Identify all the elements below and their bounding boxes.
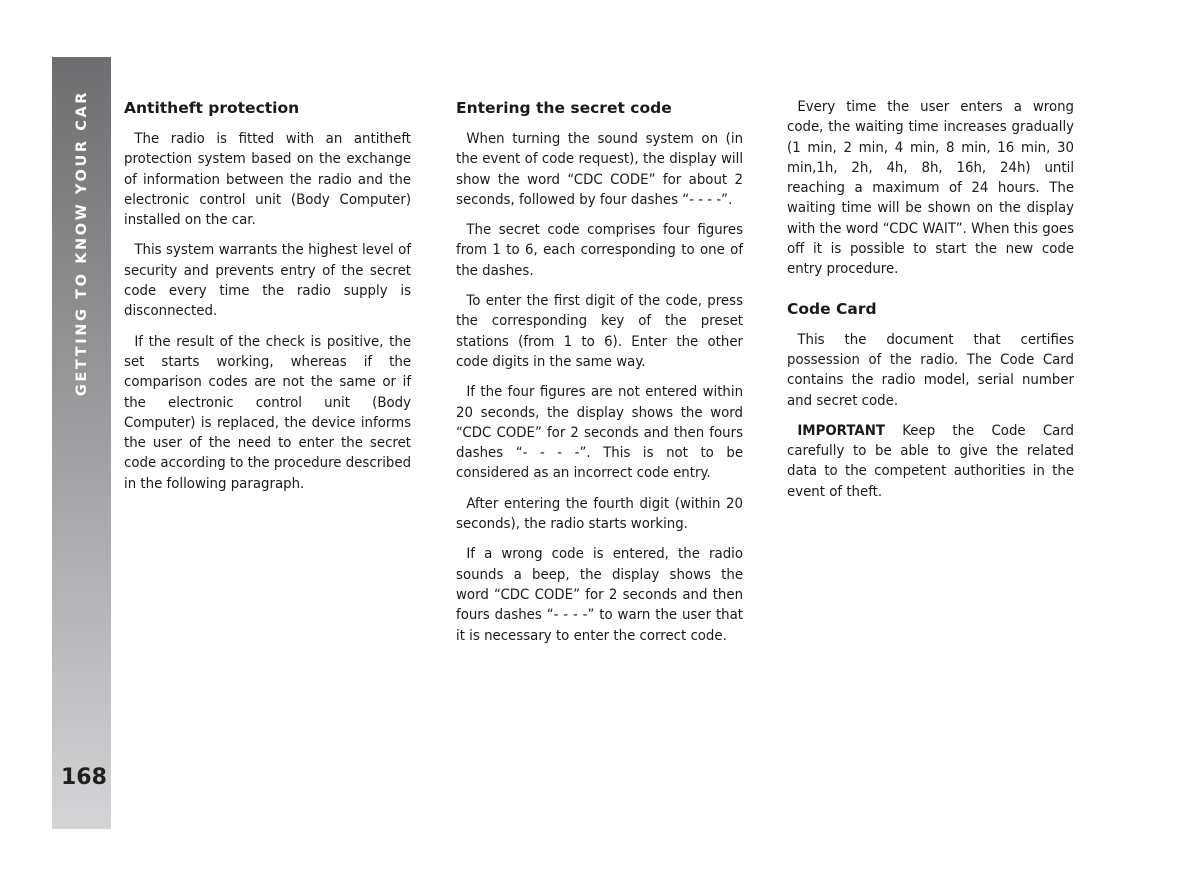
section-label: GETTING TO KNOW YOUR CAR xyxy=(74,89,90,397)
heading-entering-secret-code: Entering the secret code xyxy=(456,99,672,117)
paragraph: This the document that certifies possession of the radio. The Code Card contains the radio model, serial number and secret code. xyxy=(787,331,1075,409)
column-secret-code xyxy=(456,97,743,656)
important-label: IMPORTANT xyxy=(797,422,885,439)
paragraph: Every time the user enters a wrong code, the waiting time increases gradually (1 min, 2 min, 4 min, 8 min, 16 min, 30 min,1h, 2h, 4h, 8h, 16h, 24h) until reaching a maximum of 24 hours. The waiting time will be shown on the display with the word “CDC WAIT”. When this goes off it is possible to start the new code entry procedure. xyxy=(787,99,1075,278)
column-code-card xyxy=(787,97,1074,512)
heading-antitheft-protection: Antitheft protection xyxy=(124,99,300,117)
paragraph: After entering the fourth digit (within 20 seconds), the radio starts working. xyxy=(456,495,744,533)
heading-code-card: Code Card xyxy=(787,299,877,318)
paragraph: The secret code comprises four figures from 1 to 6, each corresponding to one of the dashes. xyxy=(456,222,744,279)
important-note xyxy=(787,421,1074,502)
paragraph: If the result of the check is positive, the set starts working, whereas if the comparison codes are not the same or if the electronic control unit (Body Computer) is replaced, the device informs the user of the need to enter the secret code according to the procedure described in the following paragraph. xyxy=(124,333,412,492)
paragraph: To enter the first digit of the code, press the corresponding key of the preset stations (from 1 to 6). Enter the other code digits in the same way. xyxy=(456,293,744,370)
paragraph: The radio is fitted with an antitheft protection system based on the exchange of information between the radio and the electronic control unit (Body Computer) installed on the car. xyxy=(124,131,412,229)
paragraph: If a wrong code is entered, the radio sounds a beep, the display shows the word “CDC CODE” for 2 seconds and then fours dashes “- - - -” to warn the user that it is necessary to enter the correct code. xyxy=(456,546,744,644)
paragraph: When turning the sound system on (in the event of code request), the display will show the word “CDC CODE” for about 2 seconds, followed by four dashes “- - - -”. xyxy=(456,131,744,208)
important-text: Keep the Code Card carefully to be able to give the related data to the competent authorities in the event of theft. xyxy=(787,422,1075,500)
paragraph: If the four figures are not entered within 20 seconds, the display shows the word “CDC CODE” for 2 seconds and then fours dashes “- - - -”. This is not to be considered as an incorrect code entry. xyxy=(456,384,744,482)
column-antitheft xyxy=(124,97,411,504)
page-number: 168 xyxy=(61,765,107,790)
paragraph: This system warrants the highest level of security and prevents entry of the secret code every time the radio supply is disconnected. xyxy=(124,242,412,320)
